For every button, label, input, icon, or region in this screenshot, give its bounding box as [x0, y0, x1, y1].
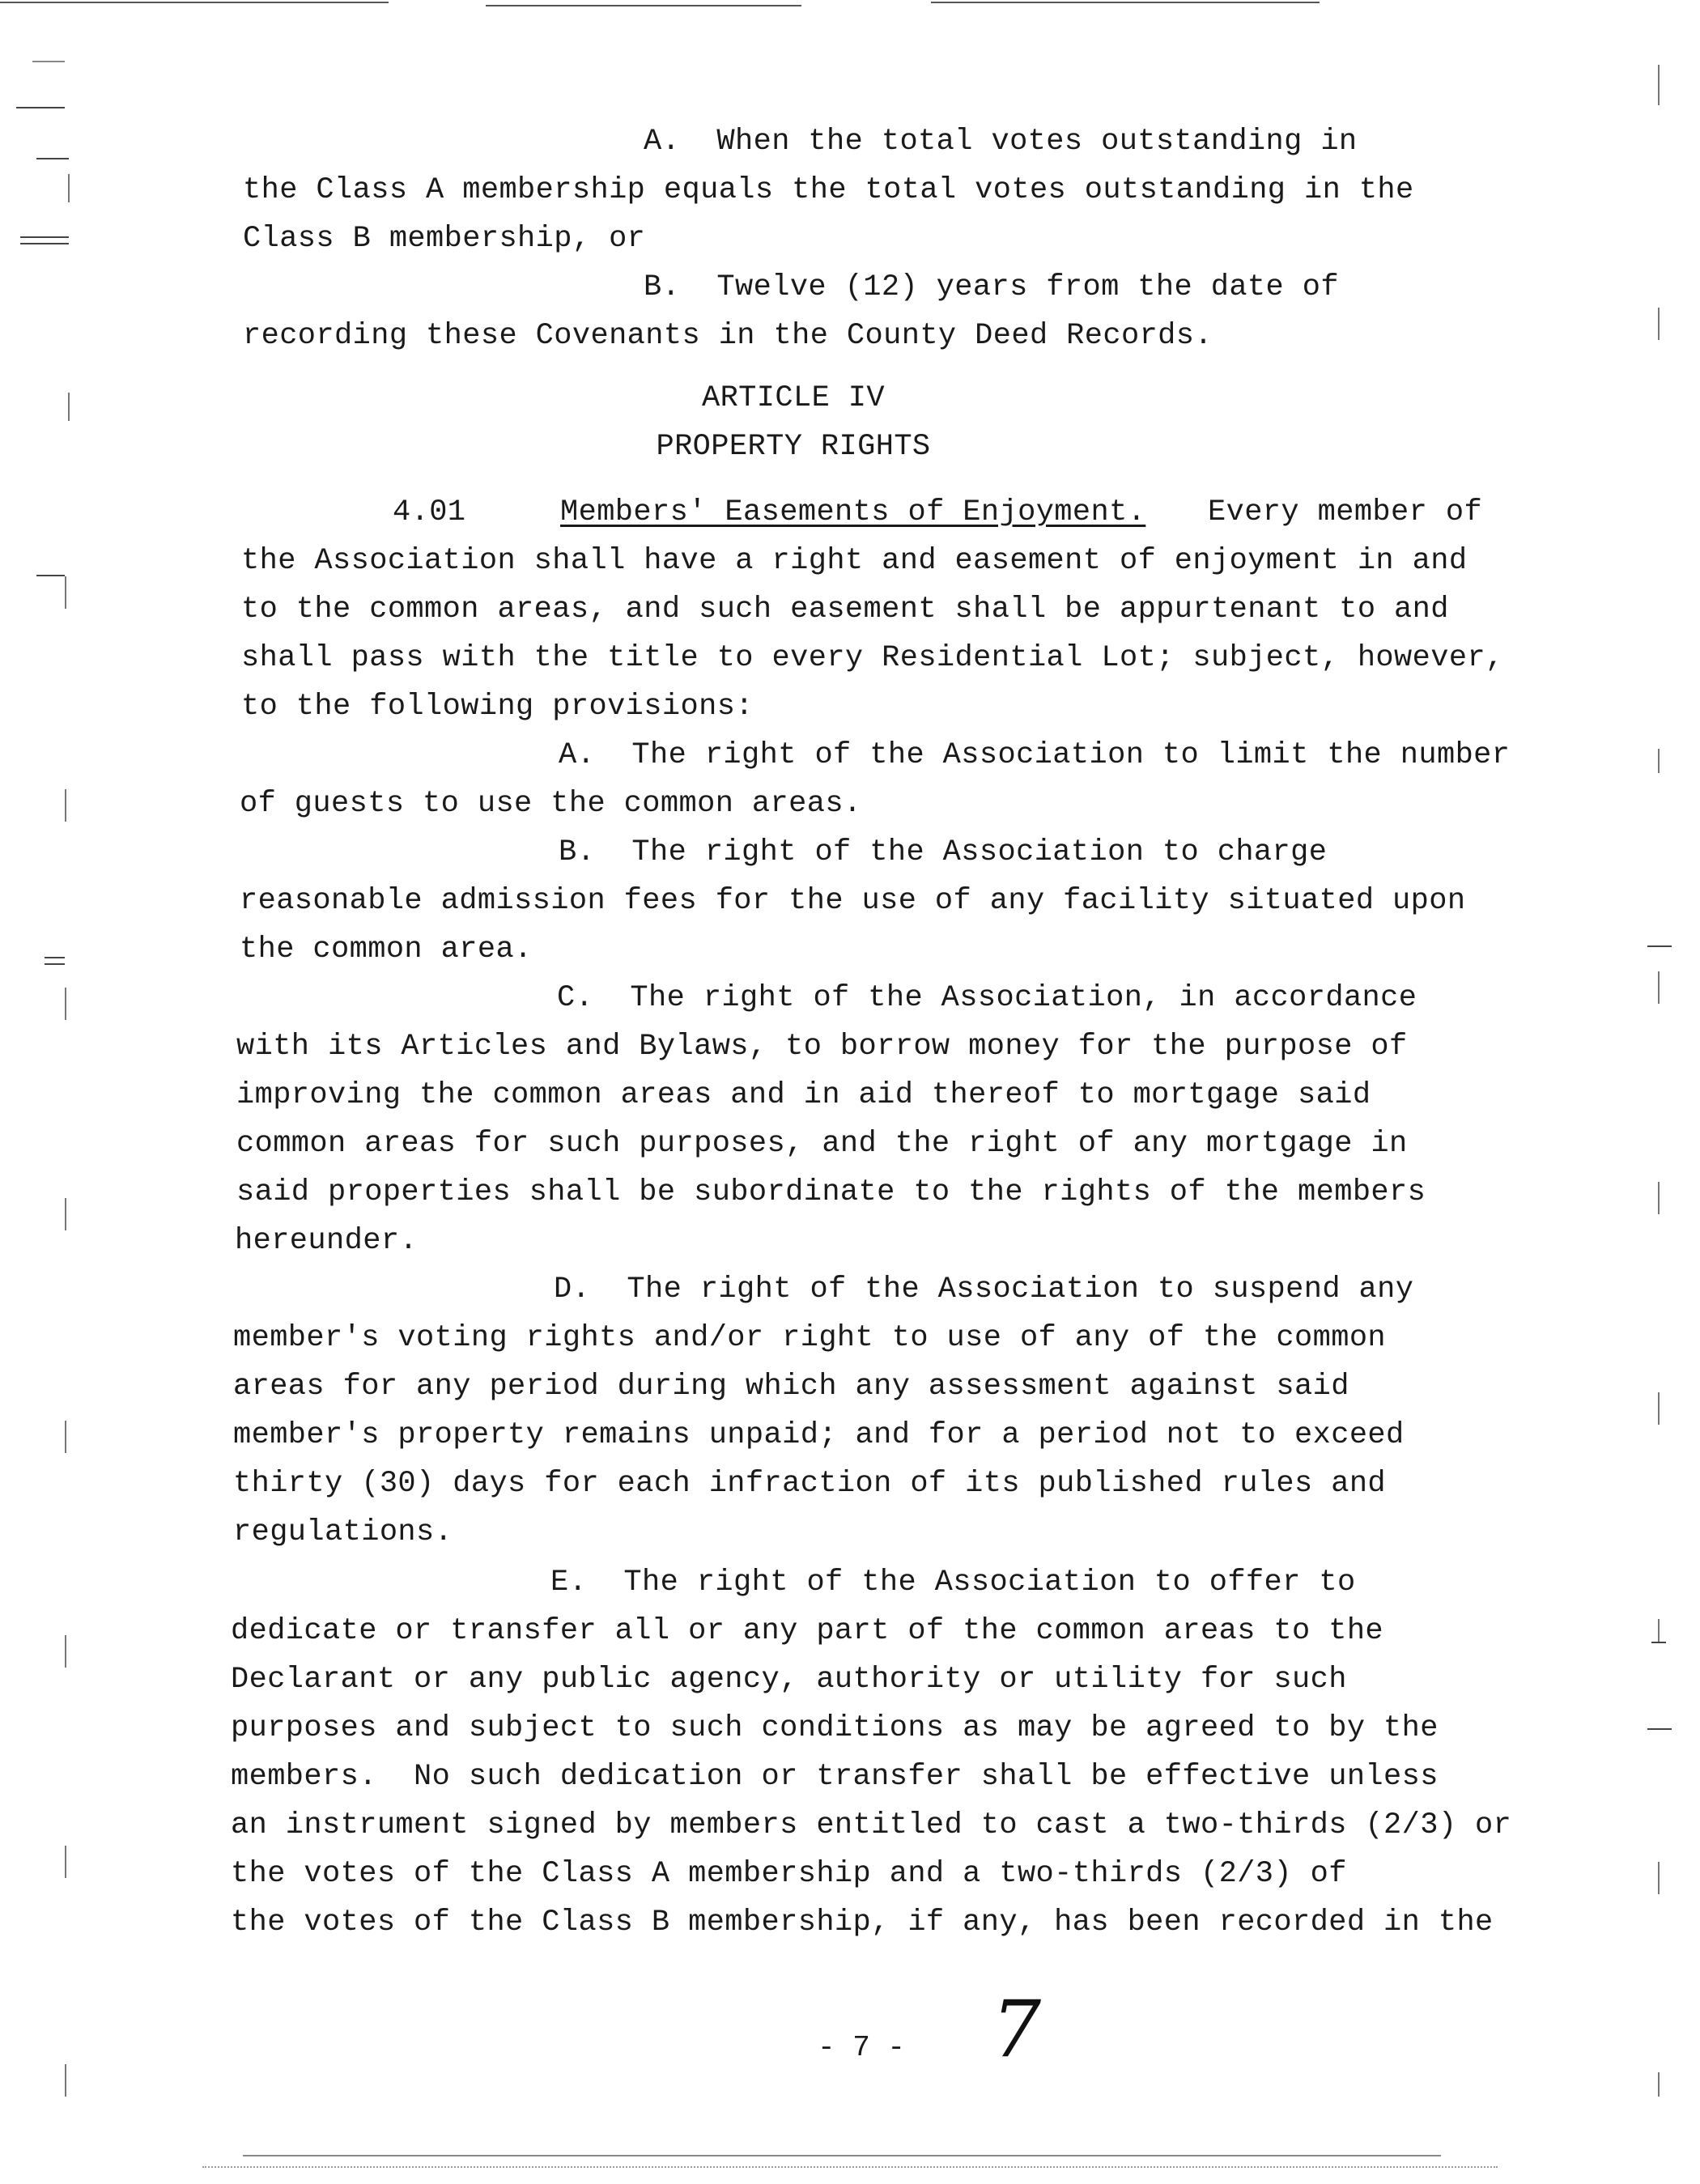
- margin-mark: [45, 957, 65, 958]
- text-line: Class B membership, or: [243, 222, 646, 256]
- text-line: purposes and subject to such conditions as may be agreed to by the: [231, 1711, 1439, 1745]
- scan-edge-top-mid: [486, 5, 801, 6]
- margin-mark: [1658, 1619, 1660, 1643]
- margin-mark: [1658, 2072, 1660, 2097]
- margin-mark: [65, 789, 66, 822]
- text-line: improving the common areas and in aid thereof to mortgage said: [236, 1078, 1371, 1112]
- margin-mark: [1658, 1392, 1660, 1425]
- text-line: to the common areas, and such easement shall be appurtenant to and: [241, 593, 1449, 627]
- margin-mark: [1651, 1642, 1666, 1643]
- text-line: to the following provisions:: [241, 690, 754, 724]
- text-line: Declarant or any public agency, authority or utility for such: [231, 1663, 1347, 1697]
- text-line: members. No such dedication or transfer shall be effective unless: [231, 1760, 1439, 1794]
- text-line: common areas for such purposes, and the right of any mortgage in: [236, 1127, 1408, 1161]
- margin-mark: [1647, 1728, 1672, 1730]
- text-line: shall pass with the title to every Residential Lot; subject, however,: [241, 641, 1504, 675]
- text-line: dedicate or transfer all or any part of the common areas to the: [231, 1614, 1384, 1648]
- scan-edge-bottom: [243, 2155, 1441, 2156]
- margin-mark: [65, 1635, 66, 1668]
- margin-mark: [65, 1198, 66, 1230]
- text-line: E. The right of the Association to offer to: [550, 1566, 1356, 1600]
- margin-mark: [36, 158, 69, 159]
- text-line: the votes of the Class B membership, if any, has been recorded in the: [231, 1906, 1494, 1940]
- article-title: PROPERTY RIGHTS: [656, 430, 931, 464]
- text-line: D. The right of the Association to suspend any: [554, 1273, 1414, 1307]
- margin-mark: [68, 393, 70, 421]
- margin-mark: [20, 236, 69, 238]
- margin-mark: [65, 1421, 66, 1453]
- text-line: of guests to use the common areas.: [240, 787, 862, 821]
- article-heading: ARTICLE IV: [701, 381, 886, 415]
- margin-mark: [1658, 1862, 1660, 1894]
- margin-mark: [20, 243, 69, 244]
- margin-mark: [32, 61, 65, 62]
- text-line: an instrument signed by members entitled to cast a two-thirds (2/3) or: [231, 1808, 1512, 1842]
- text-line: Every member of: [1208, 495, 1483, 529]
- margin-mark: [65, 2064, 66, 2097]
- text-line: said properties shall be subordinate to the rights of the members: [236, 1175, 1426, 1209]
- margin-mark: [1658, 1182, 1660, 1214]
- text-line: recording these Covenants in the County Deed Records.: [243, 319, 1213, 353]
- margin-mark: [36, 575, 65, 576]
- text-line: B. Twelve (12) years from the date of: [644, 270, 1339, 304]
- margin-mark: [68, 174, 70, 202]
- margin-mark: [65, 988, 66, 1020]
- text-line: A. When the total votes outstanding in: [644, 125, 1358, 159]
- text-line: the votes of the Class A membership and a two-thirds (2/3) of: [231, 1857, 1347, 1891]
- text-line: reasonable admission fees for the use of any facility situated upon: [240, 884, 1466, 918]
- text-line: member's property remains unpaid; and for a period not to exceed: [233, 1418, 1405, 1452]
- section-number: 4.01: [393, 495, 466, 529]
- text-line: the Class A membership equals the total votes outstanding in the: [243, 173, 1414, 207]
- text-line: B. The right of the Association to charge: [559, 835, 1328, 869]
- margin-mark: [1658, 65, 1660, 105]
- margin-mark: [65, 1846, 66, 1878]
- text-line: the Association shall have a right and easement of enjoyment in and: [241, 544, 1468, 578]
- text-line: A. The right of the Association to limit the number: [559, 738, 1511, 772]
- text-line: regulations.: [233, 1515, 453, 1549]
- text-line: areas for any period during which any assessment against said: [233, 1370, 1349, 1404]
- page-number: - 7 -: [818, 2031, 906, 2064]
- text-line: thirty (30) days for each infraction of its published rules and: [233, 1467, 1387, 1501]
- text-line: member's voting rights and/or right to use of any of the common: [233, 1321, 1387, 1355]
- scan-edge-bottom-dots: [202, 2166, 1498, 2168]
- margin-mark: [16, 107, 65, 108]
- margin-mark: [1647, 945, 1672, 947]
- text-line: hereunder.: [235, 1224, 419, 1258]
- scan-edge-top-left: [0, 2, 389, 3]
- handwritten-page-number: 7: [992, 1984, 1042, 2075]
- margin-mark: [1658, 308, 1660, 340]
- text-line: C. The right of the Association, in accordance: [557, 981, 1417, 1015]
- margin-mark: [45, 963, 65, 965]
- margin-mark: [65, 576, 66, 609]
- scan-edge-top-right: [931, 2, 1320, 3]
- section-heading: Members' Easements of Enjoyment.: [560, 495, 1146, 529]
- text-line: the common area.: [240, 933, 533, 967]
- text-line: with its Articles and Bylaws, to borrow money for the purpose of: [236, 1030, 1408, 1064]
